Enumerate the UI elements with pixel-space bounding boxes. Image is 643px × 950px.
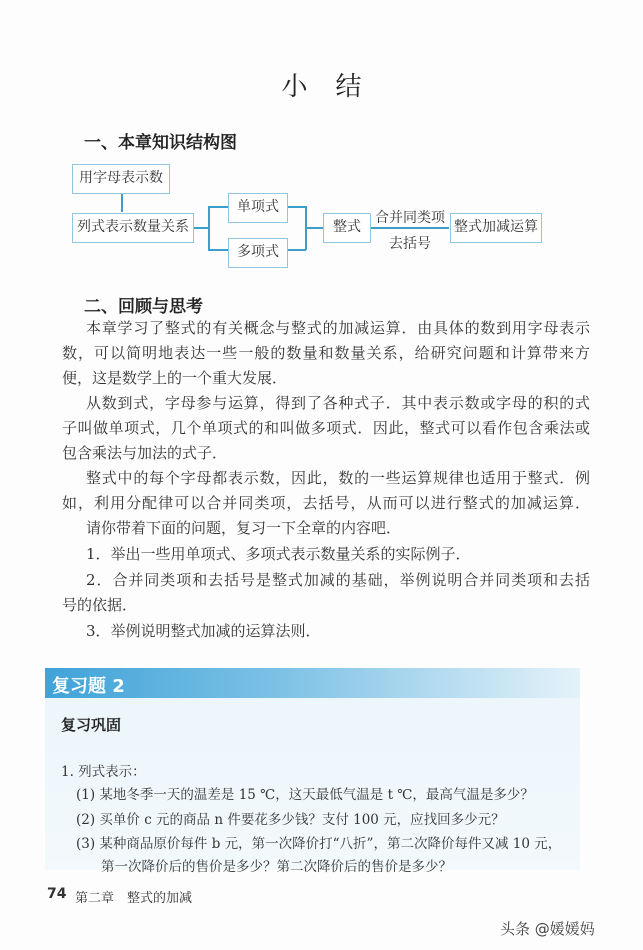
text-line: 请你带着下面的问题，复习一下全章的内容吧． — [86, 519, 402, 537]
connector — [208, 249, 228, 251]
text-line: 便，这是数学上的一个重大发展． — [62, 369, 288, 387]
node-integral: 整式 — [323, 213, 371, 243]
text-line: 本章学习了整式的有关概念与整式的加减运算．由具体的数到用字母表示 — [86, 319, 590, 337]
exercise-1-part: 第一次降价后的售价是多少？第二次降价后的售价是多少？ — [101, 859, 452, 875]
chapter-footer: 第二章 整式的加减 — [75, 891, 193, 906]
node-addsub: 整式加减运算 — [450, 213, 542, 243]
text-line: 数，可以简明地表达一些一般的数量和数量关系，给研究问题和计算带来方 — [62, 344, 590, 362]
text-line: 包含乘法与加法的式子． — [62, 444, 228, 462]
exercise-1-part: (1) 某地冬季一天的温差是 15 ℃，这天最低气温是 t ℃，最高气温是多少？ — [76, 787, 534, 803]
text-line: 从数到式，字母参与运算，得到了各种式子．其中表示数或字母的积的式 — [86, 394, 590, 412]
page-title: 小结 — [281, 72, 390, 102]
arrow-down — [121, 194, 123, 212]
node-letters: 用字母表示数 — [72, 164, 170, 194]
review-header-band — [45, 668, 580, 698]
text-line: 子叫做单项式，几个单项式的和叫做多项式．因此，整式可以看作包含乘法或 — [62, 419, 590, 437]
watermark: 头条 @媛媛妈 — [500, 920, 595, 938]
review-subheading: 复习巩固 — [61, 716, 122, 734]
text-line: 整式中的每个字母都表示数，因此，数的一些运算规律也适用于整式．例 — [86, 469, 590, 487]
exercise-1: 1. 列式表示： — [61, 764, 146, 780]
connector — [288, 249, 306, 251]
review-title: 复习题 2 — [52, 676, 125, 697]
section-heading-structure: 一、本章知识结构图 — [84, 133, 237, 153]
question-item: 3．举例说明整式加减的运算法则． — [86, 622, 321, 640]
arrow-right — [371, 227, 449, 229]
question-item: 2．合并同类项和去括号是整式加减的基础，举例说明合并同类项和去括 — [86, 571, 590, 589]
connector — [305, 227, 323, 229]
section-heading-review: 二、回顾与思考 — [84, 297, 203, 317]
exercise-1-part: (3) 某种商品原价每件 b 元，第一次降价打“八折”，第二次降价每件又减 10 元， — [76, 836, 562, 852]
node-polynomial: 多项式 — [228, 238, 288, 268]
text-line: 号的依据． — [62, 596, 138, 614]
op-combine: 合并同类项 — [375, 210, 445, 226]
question-item: 1．举出一些用单项式、多项式表示数量关系的实际例子． — [86, 545, 471, 563]
node-monomial: 单项式 — [228, 193, 288, 223]
connector — [208, 206, 228, 208]
node-relation: 列式表示数量关系 — [72, 213, 194, 243]
op-brackets: 去括号 — [389, 236, 431, 252]
text-line: 如，利用分配律可以合并同类项，去括号，从而可以进行整式的加减运算． — [62, 494, 590, 512]
exercise-1-part: (2) 买单价 c 元的商品 n 件要花多少钱？支付 100 元，应找回多少元？ — [76, 812, 505, 828]
page-number: 74 — [47, 886, 67, 902]
connector — [208, 206, 210, 250]
connector — [194, 227, 209, 229]
connector — [288, 206, 306, 208]
